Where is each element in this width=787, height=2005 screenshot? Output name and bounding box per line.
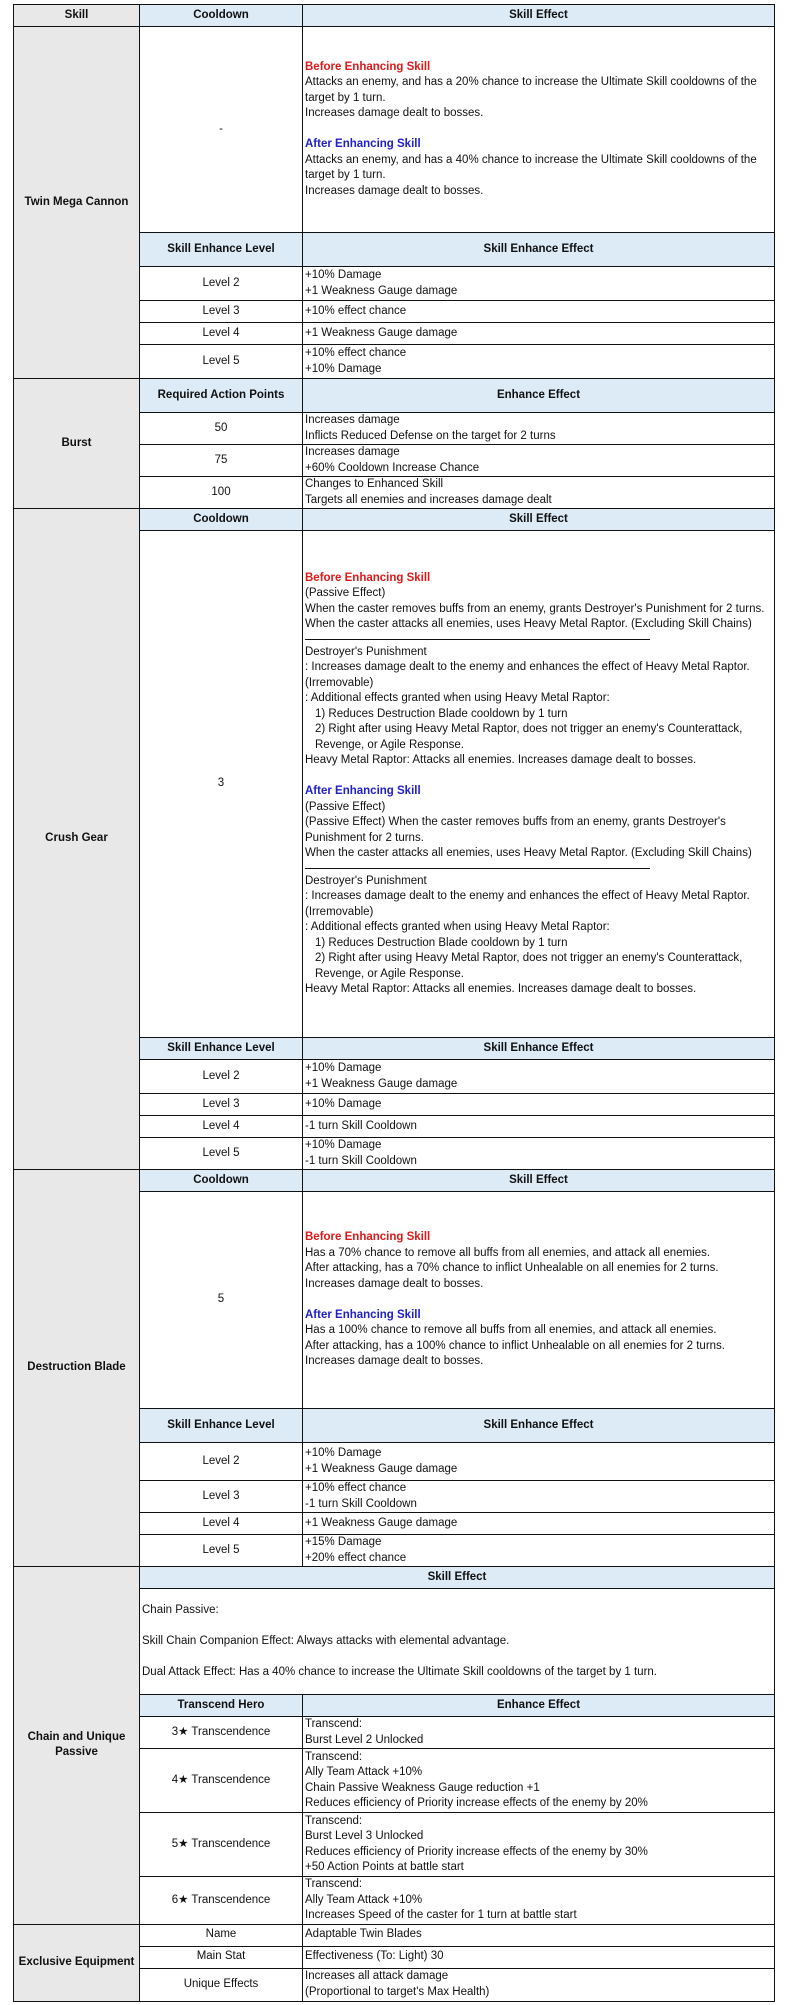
- skill-effect-cell: [303, 27, 775, 233]
- before-enhancing-label: Before Enhancing Skill: [305, 571, 431, 584]
- before-enhancing-label: Before Enhancing Skill: [305, 1231, 431, 1244]
- subheader-transcend-hero: Transcend Hero: [140, 1695, 303, 1717]
- table-row: [14, 27, 775, 233]
- level-label: Level 5: [140, 1138, 303, 1170]
- level-label: Level 2: [140, 1443, 303, 1481]
- effect-text: Increases damage dealt to bosses.: [305, 184, 484, 197]
- skill-effect-cell: Before Enhancing Skill Has a 70% chance to remove all buffs from all enemies, and attack all enemies. After attacking, has a 70% chance to inflict Unhealable on all enemies for 2 turns. Increases damage dealt to bosses. After Enhancing Skill Has a 100% chance to remove all buffs from all enemies, and attack all enemies. After attacking, has a 100% chance to inflict Unhealable on all enemies for 2 turns. Increases damage dealt to bosses.: [303, 1192, 775, 1409]
- level-label: Level 3: [140, 1094, 303, 1116]
- skill-name-crush-gear: Crush Gear: [14, 509, 140, 1170]
- equipment-label: Unique Effects: [140, 1968, 303, 2001]
- subheader-required-action-points: Required Action Points: [140, 379, 303, 413]
- table-row: [14, 1924, 775, 1946]
- equipment-value: Adaptable Twin Blades: [303, 1924, 775, 1946]
- skill-name-burst: Burst: [14, 379, 140, 509]
- level-effect: +15% Damage +20% effect chance: [303, 1535, 775, 1567]
- after-enhancing-label: After Enhancing Skill: [305, 1308, 421, 1321]
- burst-effect: Increases damage +60% Cooldown Increase Chance: [303, 445, 775, 477]
- skill-name-chain-passive: Chain and Unique Passive: [14, 1567, 140, 1925]
- after-enhancing-label: After Enhancing Skill: [305, 785, 421, 797]
- action-points: 75: [140, 445, 303, 477]
- level-label: Level 3: [140, 1481, 303, 1513]
- subheader-row: [14, 379, 775, 413]
- subheader-enhance-effect: Enhance Effect: [303, 1695, 775, 1717]
- burst-effect: Increases damage Inflicts Reduced Defense on the target for 2 turns: [303, 413, 775, 445]
- level-effect: +10% effect chance +10% Damage: [303, 345, 775, 379]
- level-label: Level 4: [140, 1513, 303, 1535]
- burst-effect: Changes to Enhanced Skill Targets all enemies and increases damage dealt: [303, 477, 775, 509]
- subheader-skill-enhance-level: Skill Enhance Level: [140, 233, 303, 267]
- level-label: Level 4: [140, 323, 303, 345]
- level-effect: +10% Damage -1 turn Skill Cooldown: [303, 1138, 775, 1170]
- transcend-effect: Transcend: Burst Level 2 Unlocked: [303, 1717, 775, 1749]
- level-effect: +10% effect chance: [303, 301, 775, 323]
- level-effect: +10% Damage: [303, 1094, 775, 1116]
- level-label: Level 5: [140, 345, 303, 379]
- level-effect: +1 Weakness Gauge damage: [303, 1513, 775, 1535]
- subheader-skill-enhance-effect: Skill Enhance Effect: [303, 233, 775, 267]
- transcend-effect: Transcend: Ally Team Attack +10% Chain Passive Weakness Gauge reduction +1 Reduces efficiency of Priority increase effects of the enemy by 20%: [303, 1749, 775, 1813]
- transcend-tier: 6★ Transcendence: [140, 1877, 303, 1925]
- header-skill: Skill: [14, 5, 140, 27]
- cooldown-value: 5: [140, 1192, 303, 1409]
- subheader-row: [14, 509, 775, 531]
- skill-name-twin-mega-cannon: Twin Mega Cannon: [14, 27, 140, 379]
- level-effect: +10% Damage +1 Weakness Gauge damage: [303, 1060, 775, 1094]
- subheader-cooldown: Cooldown: [140, 1170, 303, 1192]
- transcend-tier: 4★ Transcendence: [140, 1749, 303, 1813]
- level-effect: +10% Damage +1 Weakness Gauge damage: [303, 267, 775, 301]
- subheader-skill-enhance-level: Skill Enhance Level: [140, 1038, 303, 1060]
- level-label: Level 2: [140, 1060, 303, 1094]
- action-points: 100: [140, 477, 303, 509]
- cooldown-value: 3: [140, 531, 303, 1038]
- after-enhancing-label: After Enhancing Skill: [305, 138, 421, 151]
- subheader-row: [14, 1170, 775, 1192]
- subheader-skill-effect: Skill Effect: [303, 1170, 775, 1192]
- effect-text: Attacks an enemy, and has a 40% chance to increase the Ultimate Skill cooldowns of the target by 1 turn.: [305, 153, 757, 182]
- subheader-skill-enhance-level: Skill Enhance Level: [140, 1409, 303, 1443]
- subheader-row: [14, 1567, 775, 1589]
- subheader-skill-enhance-effect: Skill Enhance Effect: [303, 1038, 775, 1060]
- equipment-value: Effectiveness (To: Light) 30: [303, 1946, 775, 1968]
- equipment-value: Increases all attack damage (Proportional to target's Max Health): [303, 1968, 775, 2001]
- transcend-tier: 5★ Transcendence: [140, 1813, 303, 1877]
- transcend-tier: 3★ Transcendence: [140, 1717, 303, 1749]
- level-effect: +10% effect chance -1 turn Skill Cooldown: [303, 1481, 775, 1513]
- cooldown-value: -: [140, 27, 303, 233]
- separator-line: [305, 868, 650, 869]
- subheader-enhance-effect: Enhance Effect: [303, 379, 775, 413]
- level-effect: -1 turn Skill Cooldown: [303, 1116, 775, 1138]
- transcend-effect: Transcend: Ally Team Attack +10% Increases Speed of the caster for 1 turn at battle start: [303, 1877, 775, 1925]
- skill-name-exclusive-equipment: Exclusive Equipment: [14, 1924, 140, 2001]
- chain-passive-effect: Chain Passive: Skill Chain Companion Effect: Always attacks with elemental advantage. Dual Attack Effect: Has a 40% chance to increase the Ultimate Skill cooldowns of the target by 1 turn.: [140, 1589, 775, 1695]
- level-label: Level 4: [140, 1116, 303, 1138]
- equipment-label: Name: [140, 1924, 303, 1946]
- equipment-label: Main Stat: [140, 1946, 303, 1968]
- skill-name-destruction-blade: Destruction Blade: [14, 1170, 140, 1567]
- transcend-effect: Transcend: Burst Level 3 Unlocked Reduces efficiency of Priority increase effects of the enemy by 30% +50 Action Points at battle start: [303, 1813, 775, 1877]
- subheader-skill-effect: Skill Effect: [303, 509, 775, 531]
- action-points: 50: [140, 413, 303, 445]
- effect-text: Increases damage dealt to bosses.: [305, 107, 484, 120]
- header-cooldown: Cooldown: [140, 5, 303, 27]
- before-enhancing-label: Before Enhancing Skill: [305, 60, 431, 73]
- subheader-skill-effect: Skill Effect: [140, 1567, 775, 1589]
- level-effect: +1 Weakness Gauge damage: [303, 323, 775, 345]
- subheader-skill-enhance-effect: Skill Enhance Effect: [303, 1409, 775, 1443]
- level-effect: +10% Damage +1 Weakness Gauge damage: [303, 1443, 775, 1481]
- level-label: Level 2: [140, 267, 303, 301]
- effect-text: Attacks an enemy, and has a 20% chance to increase the Ultimate Skill cooldowns of the target by 1 turn.: [305, 76, 757, 104]
- skill-effect-cell: Before Enhancing Skill (Passive Effect) When the caster removes buffs from an enemy, grants Destroyer's Punishment for 2 turns. When the caster attacks all enemies, uses Heavy Metal Raptor. (Excluding Skill Chains) Destroyer's Punishment : Increases damage dealt to the enemy and enhances the effect of Heavy Metal Raptor. (Irremovable) : Additional effects granted when using Heavy Metal Raptor: 1) Reduces Destruction Blade cooldown by 1 turn 2) Right after using Heavy Metal Raptor, does not trigger an enemy's Counterattack, Revenge, or Agile Response. Heavy Metal Raptor: Attacks all enemies. Increases damage dealt to bosses. After Enhancing Skill (Passive Effect) (Passive Effect) When the caster removes buffs from an enemy, grants Destroyer's Punishment for 2 turns. When the caster attacks all enemies, uses Heavy Metal Raptor. (Excluding Skill Chains) Destroyer's Punishment : Increases damage dealt to the enemy and enhances the effect of Heavy Metal Raptor. (Irremovable) : Additional effects granted when using Heavy Metal Raptor: 1) Reduces Destruction Blade cooldown by 1 turn 2) Right after using Heavy Metal Raptor, does not trigger an enemy's Counterattack, Revenge, or Agile Response. Heavy Metal Raptor: Attacks all enemies. Increases damage dealt to bosses.: [303, 531, 775, 1038]
- subheader-cooldown: Cooldown: [140, 509, 303, 531]
- separator-line: [305, 639, 650, 640]
- table-header-row: [14, 5, 775, 27]
- header-skill-effect: Skill Effect: [303, 5, 775, 27]
- level-label: Level 5: [140, 1535, 303, 1567]
- level-label: Level 3: [140, 301, 303, 323]
- skill-table: [13, 4, 775, 2002]
